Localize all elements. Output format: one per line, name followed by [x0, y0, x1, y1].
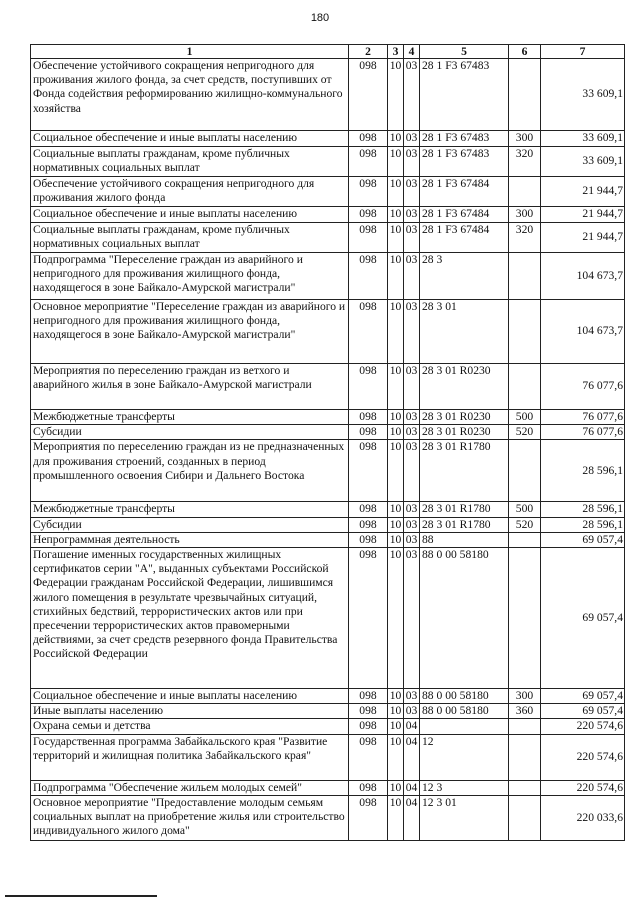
- row-expense-type: [509, 253, 541, 300]
- row-expense-type: 300: [509, 207, 541, 223]
- row-section: 10: [388, 177, 404, 207]
- row-subsection: 03: [404, 517, 420, 532]
- row-target-article: 28 3: [420, 253, 509, 300]
- header-row: [31, 45, 625, 59]
- table-row: [31, 131, 625, 147]
- row-subsection: 03: [404, 253, 420, 300]
- row-grbs: 098: [349, 253, 388, 300]
- row-target-article: 28 3 01 R0230: [420, 410, 509, 425]
- row-grbs: 098: [349, 59, 388, 131]
- row-grbs: 098: [349, 517, 388, 532]
- row-name: Охрана семьи и детства: [31, 719, 349, 734]
- row-target-article: 28 1 F3 67483: [420, 131, 509, 147]
- row-sum: 69 057,4: [541, 532, 625, 547]
- row-sum: 69 057,4: [541, 704, 625, 719]
- row-subsection: 03: [404, 364, 420, 410]
- row-target-article: 28 1 F3 67484: [420, 177, 509, 207]
- row-section: 10: [388, 734, 404, 780]
- row-expense-type: [509, 364, 541, 410]
- table-row: [31, 364, 625, 410]
- row-expense-type: [509, 532, 541, 547]
- row-section: 10: [388, 147, 404, 177]
- row-subsection: 04: [404, 780, 420, 795]
- row-name: Иные выплаты населению: [31, 704, 349, 719]
- row-name: Социальное обеспечение и иные выплаты населению: [31, 207, 349, 223]
- row-expense-type: 500: [509, 502, 541, 517]
- row-section: 10: [388, 253, 404, 300]
- row-expense-type: 300: [509, 131, 541, 147]
- row-subsection: 04: [404, 719, 420, 734]
- row-sum: 33 609,1: [541, 147, 625, 177]
- row-subsection: 03: [404, 59, 420, 131]
- row-grbs: 098: [349, 410, 388, 425]
- row-section: 10: [388, 300, 404, 364]
- row-expense-type: 360: [509, 704, 541, 719]
- row-sum: 33 609,1: [541, 59, 625, 131]
- row-subsection: 03: [404, 440, 420, 502]
- row-expense-type: [509, 734, 541, 780]
- table-row: [31, 719, 625, 734]
- row-expense-type: 500: [509, 410, 541, 425]
- row-subsection: 03: [404, 689, 420, 704]
- row-section: 10: [388, 223, 404, 253]
- row-section: 10: [388, 425, 404, 440]
- row-subsection: 03: [404, 207, 420, 223]
- row-expense-type: 300: [509, 689, 541, 704]
- row-sum: 69 057,4: [541, 548, 625, 689]
- row-subsection: 03: [404, 425, 420, 440]
- row-target-article: 88 0 00 58180: [420, 548, 509, 689]
- table-row: [31, 780, 625, 795]
- table-row: [31, 207, 625, 223]
- row-subsection: 03: [404, 532, 420, 547]
- row-section: 10: [388, 689, 404, 704]
- row-grbs: 098: [349, 223, 388, 253]
- row-target-article: 28 1 F3 67483: [420, 59, 509, 131]
- col-header-2: 2: [349, 45, 388, 59]
- row-section: 10: [388, 517, 404, 532]
- row-grbs: 098: [349, 689, 388, 704]
- row-sum: 21 944,7: [541, 223, 625, 253]
- col-header-5: 5: [420, 45, 509, 59]
- row-name: Социальные выплаты гражданам, кроме публичных нормативных социальных выплат: [31, 147, 349, 177]
- row-expense-type: [509, 177, 541, 207]
- table-row: [31, 532, 625, 547]
- row-name: Погашение именных государственных жилищных сертификатов серии "А", выданных субъектами Российской Федерации гражданам Российской Федерации, лишившимся жилого помещения в результате чрезвычайных ситуаций, стихийных бедствий, террористических актов или при пресечении террористических актов правомерными действиями, за счет средств резервного фонда Правительства Российской Федерации: [31, 548, 349, 689]
- row-name: Субсидии: [31, 425, 349, 440]
- row-grbs: 098: [349, 131, 388, 147]
- row-name: Государственная программа Забайкальского края "Развитие территорий и жилищная политика Забайкальского края": [31, 734, 349, 780]
- row-sum: 21 944,7: [541, 207, 625, 223]
- row-grbs: 098: [349, 207, 388, 223]
- row-subsection: 04: [404, 795, 420, 840]
- row-grbs: 098: [349, 532, 388, 547]
- row-expense-type: [509, 300, 541, 364]
- table-row: [31, 177, 625, 207]
- row-sum: 33 609,1: [541, 131, 625, 147]
- row-sum: 220 574,6: [541, 734, 625, 780]
- row-section: 10: [388, 59, 404, 131]
- row-grbs: 098: [349, 440, 388, 502]
- row-name: Межбюджетные трансферты: [31, 410, 349, 425]
- row-target-article: 88: [420, 532, 509, 547]
- row-sum: 28 596,1: [541, 517, 625, 532]
- row-expense-type: 520: [509, 425, 541, 440]
- table-row: [31, 795, 625, 840]
- row-subsection: 03: [404, 502, 420, 517]
- row-target-article: 28 3 01: [420, 300, 509, 364]
- row-name: Мероприятия по переселению граждан из не предназначенных для проживания строений, созданных в период промышленного освоения Сибири и Дальнего Востока: [31, 440, 349, 502]
- row-target-article: 28 1 F3 67483: [420, 147, 509, 177]
- row-sum: 76 077,6: [541, 425, 625, 440]
- table-row: [31, 300, 625, 364]
- page-number: 180: [310, 12, 330, 24]
- row-sum: 76 077,6: [541, 364, 625, 410]
- row-expense-type: 520: [509, 517, 541, 532]
- row-name: Мероприятия по переселению граждан из ветхого и аварийного жилья в зоне Байкало-Амурской магистрали: [31, 364, 349, 410]
- table-row: [31, 548, 625, 689]
- row-target-article: 88 0 00 58180: [420, 689, 509, 704]
- row-name: Основное мероприятие "Переселение граждан из аварийного и непригодного для проживания жилищного фонда, находящегося в зоне Байкало-Амурской магистрали": [31, 300, 349, 364]
- row-name: Социальное обеспечение и иные выплаты населению: [31, 131, 349, 147]
- row-name: Непрограммная деятельность: [31, 532, 349, 547]
- row-grbs: 098: [349, 300, 388, 364]
- table-row: [31, 253, 625, 300]
- row-expense-type: [509, 440, 541, 502]
- row-subsection: 04: [404, 734, 420, 780]
- row-subsection: 03: [404, 131, 420, 147]
- col-header-3: 3: [388, 45, 404, 59]
- row-name: Обеспечение устойчивого сокращения непригодного для проживания жилого фонда, за счет средств, поступивших от Фонда содействия реформированию жилищно-коммунального хозяйства: [31, 59, 349, 131]
- row-section: 10: [388, 410, 404, 425]
- row-expense-type: [509, 548, 541, 689]
- footnote-divider: [5, 895, 157, 897]
- row-section: 10: [388, 207, 404, 223]
- row-grbs: 098: [349, 425, 388, 440]
- row-target-article: 12: [420, 734, 509, 780]
- row-name: Социальное обеспечение и иные выплаты населению: [31, 689, 349, 704]
- table-row: [31, 704, 625, 719]
- row-grbs: 098: [349, 719, 388, 734]
- row-grbs: 098: [349, 780, 388, 795]
- col-header-6: 6: [509, 45, 541, 59]
- row-subsection: 03: [404, 704, 420, 719]
- row-name: Подпрограмма "Обеспечение жильем молодых семей": [31, 780, 349, 795]
- row-name: Межбюджетные трансферты: [31, 502, 349, 517]
- row-target-article: 28 1 F3 67484: [420, 207, 509, 223]
- row-expense-type: [509, 780, 541, 795]
- row-sum: 220 033,6: [541, 795, 625, 840]
- row-sum: 104 673,7: [541, 253, 625, 300]
- row-expense-type: 320: [509, 147, 541, 177]
- row-target-article: [420, 719, 509, 734]
- row-target-article: 28 3 01 R0230: [420, 364, 509, 410]
- row-grbs: 098: [349, 704, 388, 719]
- row-section: 10: [388, 795, 404, 840]
- row-sum: 220 574,6: [541, 719, 625, 734]
- row-subsection: 03: [404, 548, 420, 689]
- row-section: 10: [388, 502, 404, 517]
- budget-table: [30, 44, 625, 841]
- row-expense-type: [509, 59, 541, 131]
- row-target-article: 28 3 01 R1780: [420, 502, 509, 517]
- row-grbs: 098: [349, 734, 388, 780]
- row-sum: 220 574,6: [541, 780, 625, 795]
- table-row: [31, 734, 625, 780]
- row-name: Социальные выплаты гражданам, кроме публичных нормативных социальных выплат: [31, 223, 349, 253]
- row-target-article: 28 1 F3 67484: [420, 223, 509, 253]
- table-row: [31, 223, 625, 253]
- row-expense-type: 320: [509, 223, 541, 253]
- row-sum: 69 057,4: [541, 689, 625, 704]
- row-name: Обеспечение устойчивого сокращения непригодного для проживания жилого фонда: [31, 177, 349, 207]
- table-row: [31, 440, 625, 502]
- row-section: 10: [388, 440, 404, 502]
- row-section: 10: [388, 131, 404, 147]
- row-section: 10: [388, 364, 404, 410]
- row-sum: 21 944,7: [541, 177, 625, 207]
- table-row: [31, 410, 625, 425]
- col-header-7: 7: [541, 45, 625, 59]
- table-row: [31, 425, 625, 440]
- row-grbs: 098: [349, 795, 388, 840]
- col-header-4: 4: [404, 45, 420, 59]
- row-section: 10: [388, 704, 404, 719]
- row-subsection: 03: [404, 410, 420, 425]
- row-sum: 28 596,1: [541, 502, 625, 517]
- row-sum: 104 673,7: [541, 300, 625, 364]
- row-subsection: 03: [404, 300, 420, 364]
- table-row: [31, 517, 625, 532]
- row-subsection: 03: [404, 147, 420, 177]
- row-sum: 28 596,1: [541, 440, 625, 502]
- table-row: [31, 59, 625, 131]
- row-grbs: 098: [349, 548, 388, 689]
- table-row: [31, 147, 625, 177]
- row-sum: 76 077,6: [541, 410, 625, 425]
- row-target-article: 12 3 01: [420, 795, 509, 840]
- table-row: [31, 689, 625, 704]
- row-target-article: 28 3 01 R1780: [420, 517, 509, 532]
- row-grbs: 098: [349, 177, 388, 207]
- row-subsection: 03: [404, 177, 420, 207]
- row-subsection: 03: [404, 223, 420, 253]
- row-target-article: 12 3: [420, 780, 509, 795]
- row-target-article: 28 3 01 R1780: [420, 440, 509, 502]
- row-expense-type: [509, 719, 541, 734]
- row-grbs: 098: [349, 502, 388, 517]
- row-target-article: 28 3 01 R0230: [420, 425, 509, 440]
- row-name: Субсидии: [31, 517, 349, 532]
- table-row: [31, 502, 625, 517]
- row-section: 10: [388, 719, 404, 734]
- row-name: Подпрограмма "Переселение граждан из аварийного и непригодного для проживания жилищного фонда, находящегося в зоне Байкало-Амурской магистрали": [31, 253, 349, 300]
- row-section: 10: [388, 532, 404, 547]
- row-expense-type: [509, 795, 541, 840]
- row-section: 10: [388, 780, 404, 795]
- row-section: 10: [388, 548, 404, 689]
- row-grbs: 098: [349, 364, 388, 410]
- row-name: Основное мероприятие "Предоставление молодым семьям социальных выплат на приобретение жилья или строительство индивидуального жилого дома": [31, 795, 349, 840]
- col-header-1: 1: [31, 45, 349, 59]
- row-target-article: 88 0 00 58180: [420, 704, 509, 719]
- row-grbs: 098: [349, 147, 388, 177]
